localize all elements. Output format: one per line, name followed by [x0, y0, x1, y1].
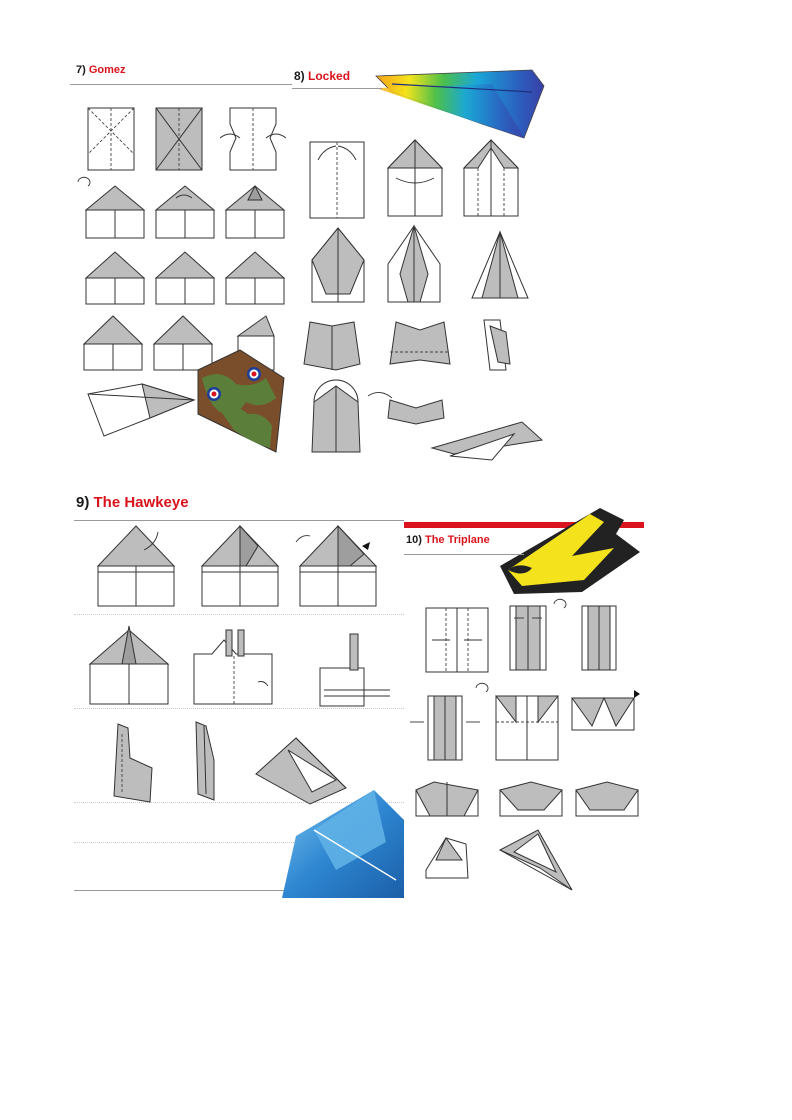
hawkeye-step-7: [114, 724, 152, 802]
hawkeye-step-8: [196, 722, 214, 800]
section-locked: [292, 64, 556, 464]
gomez-plane-sketch: [88, 384, 194, 436]
locked-step-8: [390, 322, 450, 364]
hawkeye-step-6: [320, 634, 390, 706]
locked-step-2: [388, 140, 442, 216]
triplane-step-1: [426, 608, 488, 672]
section-number: 8): [294, 69, 305, 83]
fold-diagram-locked: [292, 64, 556, 464]
section-number: 7): [76, 64, 86, 76]
hawkeye-step-2: [202, 526, 278, 606]
flip-icon: [476, 683, 488, 692]
locked-step-10: [312, 380, 360, 452]
gomez-step-1: [88, 108, 134, 170]
fold-diagram-gomez: [70, 58, 292, 464]
locked-step-6: [472, 232, 528, 298]
gomez-step-4: [86, 186, 144, 238]
locked-step-1: [310, 142, 364, 218]
triplane-step-10: [426, 838, 468, 878]
section-number: 9): [76, 494, 90, 511]
section-hawkeye: [74, 490, 404, 898]
flip-icon: [554, 599, 566, 608]
gomez-step-11: [154, 316, 212, 370]
section-number: 10): [406, 534, 422, 546]
triplane-step-4: [410, 683, 488, 760]
section-name: Gomez: [88, 64, 126, 76]
section-triplane: [404, 500, 644, 896]
gomez-step-9: [226, 252, 284, 304]
locked-step-11: [388, 400, 444, 424]
hawkeye-step-5: [194, 630, 272, 704]
gomez-step-10: [84, 316, 142, 370]
hawkeye-step-3: [296, 526, 376, 606]
arrow-icon: [368, 392, 392, 398]
locked-step-3: [464, 140, 518, 216]
gomez-step-5: [156, 186, 214, 238]
hawkeye-blue-plane: [282, 790, 404, 898]
hawkeye-plane-sketch: [256, 738, 346, 804]
locked-step-5: [388, 226, 440, 302]
locked-plane-sketch: [432, 422, 542, 460]
triplane-step-2: [510, 606, 546, 670]
hawkeye-step-4: [90, 626, 168, 704]
triplane-step-9: [576, 782, 638, 816]
triplane-step-7: [416, 782, 478, 816]
locked-step-4: [312, 228, 364, 302]
section-name: Locked: [308, 69, 351, 83]
locked-step-9: [484, 320, 510, 370]
section-name: The Triplane: [424, 534, 490, 546]
fold-diagram-hawkeye: [74, 490, 404, 898]
locked-step-7: [304, 322, 360, 370]
flip-icon: [78, 177, 90, 186]
triplane-step-5: [496, 696, 558, 760]
section-gomez: [70, 58, 292, 464]
triplane-step-6: [572, 690, 640, 730]
fold-diagram-triplane: [404, 500, 644, 896]
gomez-step-6: [226, 186, 284, 238]
triplane-step-8: [500, 782, 562, 816]
triplane-step-3: [554, 599, 616, 670]
gomez-step-2: [156, 108, 202, 170]
section-name: The Hawkeye: [93, 494, 189, 511]
gomez-step-7: [86, 252, 144, 304]
triplane-plane-sketch: [500, 830, 572, 890]
gomez-step-8: [156, 252, 214, 304]
hawkeye-step-1: [98, 526, 174, 606]
gomez-step-3: [220, 108, 286, 170]
